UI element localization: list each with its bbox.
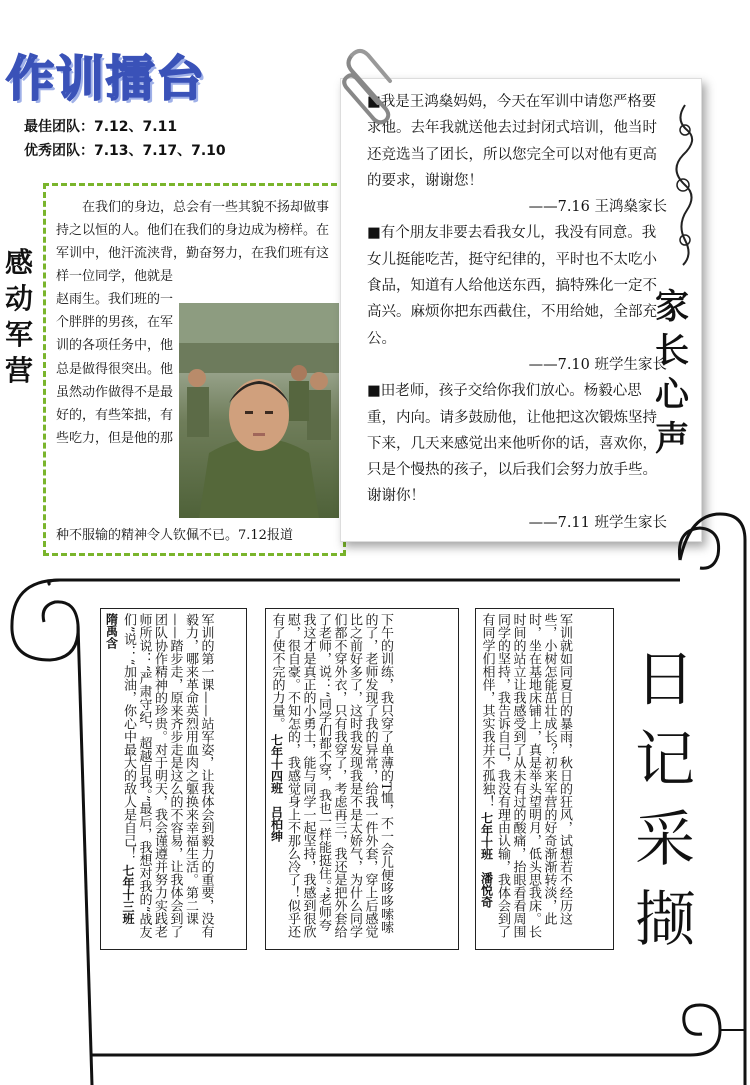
diary-entry-text: 军训就如同夏日的暴雨，秋日的狂风，试想若不经历这些，小树怎能茁壮成长？初来军营的好奇渐渐转淡，此时，坐在基地床铺上，真是举头望明月，低头思我床。长时间的站立让我感受到了从未有过的酸痛，抬眼看看周围同学的坚持，我告诉自己，我没有理由认输，我体会到了有同学们相伴，其实我并不孤独！ — [479, 613, 572, 938]
parents-side-label: 家长心声 — [655, 287, 689, 459]
story-narrow-text: 赵雨生。我们班的一个胖胖的男孩，在军训的各项任务中，他总是做得很突出。他虽然动作做得不是最好的，有些笨拙，有些吃力，但是他的那 — [56, 292, 174, 447]
diary-entry-3 — [100, 608, 247, 950]
diary-entry-signature: 七年十三班 隋禹含 — [104, 613, 135, 937]
page-title: 作训擂台 — [6, 51, 207, 107]
story-ending: 种不服输的精神令人钦佩不已。7.12报道 — [56, 528, 293, 543]
parent-message: ■田老师，孩子交给你我们放心。杨毅心思重，内向。请多鼓励他，让他把这次锻炼坚持下来，几天来感觉出来他听你的话，喜欢你，只是个慢热的孩子，以后我们会努力放手些。谢谢你！ — [367, 383, 657, 505]
student-photo — [179, 303, 339, 518]
story-paragraph: 在我们的身边，总会有一些其貌不扬却做事持之以恒的人。他们在我们的身边成为榜样。在军训中，他汗流浃背，勤奋努力，在我们班有这样一位同学，他就是 — [56, 200, 330, 284]
parent-message: ■我是王鸿燊妈妈，今天在军训中请您严格要求他。去年我就送他去过封闭式培训，他当时还竞选当了团长，所以您完全可以对他有更高的要求，谢谢您！ — [367, 94, 657, 189]
story-intro — [56, 196, 338, 288]
parents-note — [340, 78, 702, 542]
best-team-row — [24, 115, 226, 139]
team-ranking — [24, 115, 226, 163]
student-photo-illustration — [179, 303, 339, 518]
parent-signature: ——7.11 班学生家长 — [528, 514, 667, 531]
diary-entry-signature: 七年十班 潘悦奇 — [479, 812, 494, 909]
diary-entry-2 — [265, 608, 459, 950]
diary-entry-text: 下午的训练，我只穿了单薄的T恤，不一会儿便哆哆嗦嗦的了，老师发现了我的异常，给我一件外套，穿上后感觉比之前好多了，这时我发现我是不是太娇气，为什么同学们都不穿外衣，只有我穿了，考虑再三，我还是把外套给了老师，说：“同学们都不穿，我也一样能挺住。”老师夸我这才是真正的小勇士，能与同学一起坚持，我感到很欣慰，很自豪。不知怎的，我感觉身上不那么冷了！似乎还有了使不完的力量。 — [269, 613, 393, 938]
best-team-value: 7.12、7.11 — [94, 119, 178, 135]
excellent-team-value: 7.13、7.17、7.10 — [94, 143, 226, 159]
parent-signature: ——7.10 班学生家长 — [528, 356, 667, 373]
excellent-team-label: 优秀团队： — [24, 143, 94, 159]
diary-entry-1 — [475, 608, 614, 950]
swirl-ornament-icon — [665, 100, 705, 270]
diary-entry-text: 军训的第一课——站军姿，让我体会到毅力的重要，没有毅力，哪来革命英烈用血肉之躯换来幸福生活。第二课——踏步走，原来齐步走是这么的不容易，让我体会到了团队协作精神的珍贵。对于明天，我会谨遵并努力实践老师所说：“严肃守纪，超越自我。”最后，我想对我的“战友们”说：“加油，你心中最大的敌人是自己！ — [121, 613, 214, 939]
parent-message: ■有个朋友非要去看我女儿，我没有同意。我女儿挺能吃苦，挺守纪律的，平时也不太吃小食品，知道有人给他送东西，搞特殊化一定不高兴。麻烦你把东西截住，不用给她，全部充公。 — [367, 225, 657, 347]
parent-signature: ——7.16 王鸿燊家长 — [528, 199, 667, 216]
diary-title: 日记采撷 — [635, 645, 695, 955]
best-team-label: 最佳团队： — [24, 119, 94, 135]
excellent-team-row — [24, 139, 226, 163]
story-side-label: 感动军营 — [4, 246, 33, 387]
paperclip-icon — [340, 45, 400, 125]
parents-messages — [367, 89, 667, 536]
diary-entry-signature: 七年十四班 吕柏绅 — [269, 734, 284, 843]
